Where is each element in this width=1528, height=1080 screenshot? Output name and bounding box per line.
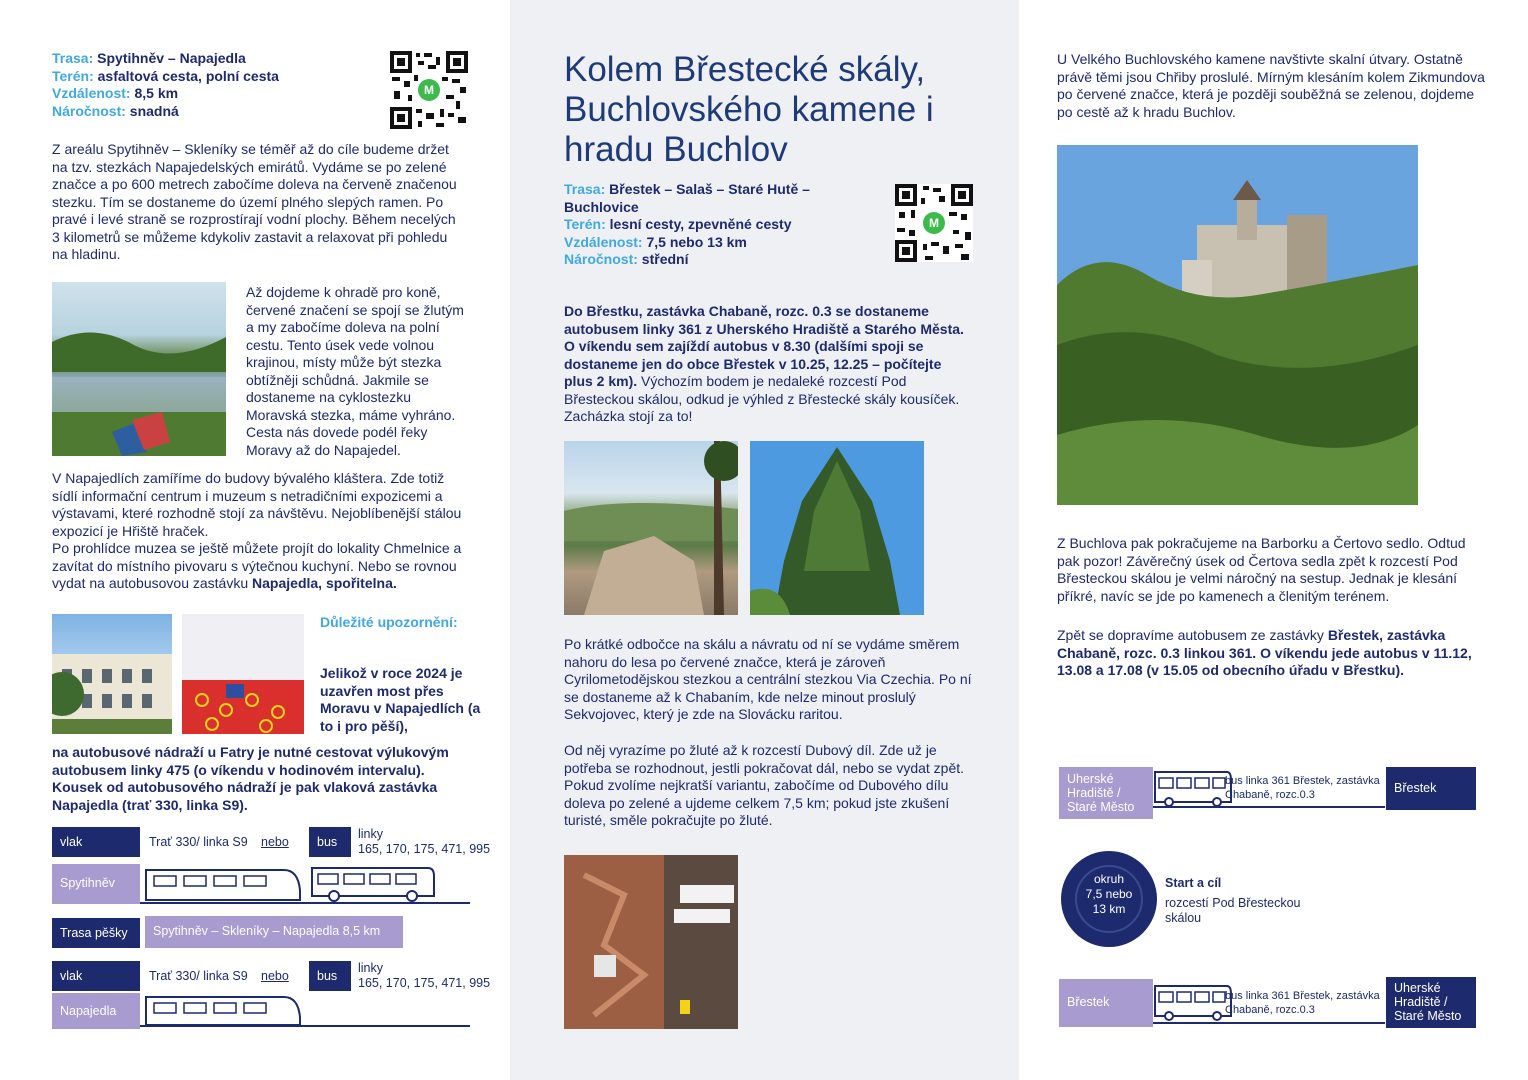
buchlov-castle-photo bbox=[1057, 145, 1418, 505]
route1-bus-info: bus linka 361 Břestek, zastávka Chabaně, rozc.0.3 bbox=[1225, 775, 1380, 801]
route1-line bbox=[1153, 806, 1385, 808]
sequoia-photo bbox=[750, 441, 924, 615]
route1-to: Břestek bbox=[1386, 767, 1476, 810]
start-finish-label: Start a cíl bbox=[1165, 876, 1222, 890]
column-middle bbox=[510, 0, 1019, 1080]
stop-spytihnev: Spytihněv bbox=[52, 864, 140, 904]
qr-logo-icon: M bbox=[418, 79, 440, 101]
route-info-block-2: Trasa: Břestek – Salaš – Staré Hutě – Buchlovice Terén: lesní cesty, zpevněné cesty Vzdálenost: 7,5 nebo 13 km Náročnost: střední bbox=[564, 181, 810, 267]
train-label-2: vlak bbox=[52, 961, 140, 991]
or-label: nebo bbox=[261, 835, 289, 849]
route2-line bbox=[1153, 1022, 1385, 1024]
bus-label-2: bus bbox=[309, 961, 351, 991]
view-from-rock-photo bbox=[564, 441, 738, 615]
stop-napajedla: Napajedla bbox=[52, 993, 140, 1029]
qr-logo-icon-2: M bbox=[923, 212, 945, 234]
route2-from: Břestek bbox=[1059, 979, 1153, 1027]
route-line bbox=[140, 902, 470, 904]
paragraph-return-bus: Zpět se dopravíme autobusem ze zastávky Břestek, zastávka Chabaně, rozc. 0.3 linkou 361. O víkendu jede autobus v 11.12, 13.08 a 17.08 (v 15.05 od obecního úřadu v Břestku). bbox=[1057, 627, 1472, 678]
bus-lines-2: linky 165, 170, 175, 471, 995 bbox=[358, 961, 491, 990]
or-label-2: nebo bbox=[261, 969, 289, 983]
train-icon bbox=[144, 864, 304, 904]
route2-to: Uherské Hradiště / Staré Město bbox=[1386, 977, 1476, 1028]
bus-lines: linky 165, 170, 175, 471, 995 bbox=[358, 827, 491, 856]
trail-sign-photo bbox=[564, 855, 738, 1029]
train-label: vlak bbox=[52, 827, 140, 857]
bus-icon bbox=[308, 864, 438, 904]
page-title: Kolem Břestecké skály, Buchlovského kamene i hradu Buchlov bbox=[564, 50, 934, 169]
qr-code[interactable] bbox=[390, 51, 468, 129]
toy-playground-photo bbox=[182, 614, 304, 734]
route-line-2 bbox=[140, 1025, 470, 1027]
bus-label: bus bbox=[309, 827, 351, 857]
warning-text: Jelikož v roce 2024 je uzavřen most přes Moravu v Napajedlích (a to i pro pěší), bbox=[320, 665, 481, 734]
paragraph-yellow-trail: Od něj vyrazíme po žluté až k rozcestí Dubový díl. Zde už je potřeba se rozhodnout, jestli pokračovat dál, nebo se vydat zpět. Pokud zvolíme nejkratší variantu, zabočíme od Dubového dílu doleva po zelené a ujdeme celkem 7,5 km; pokud jste zkušení turisté, směle pokračujte po žluté. bbox=[564, 742, 965, 828]
start-finish-place: rozcestí Pod Břesteckou skálou bbox=[1165, 896, 1301, 925]
paragraph-museum: Po prohlídce muzea se ještě můžete projít do lokality Chmelnice a zavítat do místního pivovaru s výtečnou kuchyní. Nebo se rovnou vydat na autobusovou zastávku Napajedla, spořitelna. bbox=[52, 540, 462, 591]
route2-bus-info: bus linka 361 Břestek, zastávka Chabaně, rozc.0.3 bbox=[1225, 990, 1380, 1016]
paragraph-napajedla: V Napajedlích zamíříme do budovy bývalého kláštera. Zde totiž sídlí informační centrum i muzeum s netradičními expozicemi a výstavami, které rozhodně stojí za návštěvu. Nejoblíbenější stálou expozicí je Hřiště hraček. bbox=[52, 470, 462, 539]
warning-title: Důležité upozornění: bbox=[320, 614, 458, 630]
bus-icon-4 bbox=[1153, 982, 1233, 1024]
bus-icon-3 bbox=[1153, 768, 1233, 810]
column-right bbox=[1019, 0, 1528, 1080]
paragraph-red-trail: Po krátké odbočce na skálu a návratu od ní se vydáme směrem nahoru do lesa po červené značce, která je zároveň Cyrilometodějskou stezkou a centrální stezkou Via Czechia. Po ní se dostaneme až k Chabaním, kde nelze minout proslulý Sekvojovec, který je zde na Slovácku raritou. bbox=[564, 636, 972, 722]
loop-circle: okruh 7,5 nebo 13 km bbox=[1061, 851, 1157, 947]
column-left bbox=[0, 0, 510, 1080]
walk-route: Spytihněv – Skleníky – Napajedla 8,5 km bbox=[145, 916, 403, 948]
warning-continuation: na autobusové nádraží u Fatry je nutné cestovat výlukovým autobusem linky 475 (o víkendu v hodinovém intervalu). Kousek od autobusového nádraží je pak vlaková zastávka Napajedla (trať 330, linka S9). bbox=[52, 744, 449, 813]
route1-from: Uherské Hradiště / Staré Město bbox=[1059, 767, 1153, 819]
qr-code-2[interactable] bbox=[895, 184, 973, 262]
paragraph-rock-formations: U Velkého Buchlovského kamene navštivte skalní útvary. Ostatně právě těmi jsou Chřiby proslulé. Mírným klesáním kolem Zikmundova po červené značce, která je později souběžná se zelenou, dojdeme po cestě až k hradu Buchlov. bbox=[1057, 51, 1485, 120]
route-info-block: Trasa: Spytihněv – Napajedla Terén: asfaltová cesta, polní cesta Vzdálenost: 8,5 km Náročnost: snadná bbox=[52, 50, 279, 119]
train-line-2: Trať 330/ linka S9 bbox=[149, 969, 248, 983]
paragraph-bus-arrival: Do Břestku, zastávka Chabaně, rozc. 0.3 se dostaneme autobusem linky 361 z Uherského Hradiště a Starého Města. O víkendu sem zajíždí autobus v 8.30 (dalšími spoji se dostaneme jen do obce Břestek v 10.25, 12.25 – počítejte plus 2 km). Výchozím bodem je nedaleké rozcestí Pod Břesteckou skálou, odkud je výhled z Břestecké skály kousíček. Zacházka stojí za to! bbox=[564, 303, 964, 424]
walk-label: Trasa pěšky bbox=[52, 918, 140, 948]
paragraph-field-path: Až dojdeme k ohradě pro koně, červené značení se spojí se žlutým a my zabočíme doleva na polní cestu. Tento úsek vede volnou krajinou, místy může být stezka obtížněji schůdná. Jakmile se dostaneme na cyklostezku Moravská stezka, máme vyhráno. Cesta nás dovede podél řeky Moravy až do Napajedel. bbox=[246, 284, 464, 458]
train-line: Trať 330/ linka S9 bbox=[149, 835, 248, 849]
lake-photo bbox=[52, 282, 226, 456]
paragraph-intro: Z areálu Spytihněv – Skleníky se téměř až do cíle budeme držet na tzv. stezkách Napajedelských emirátů. Vydáme se po zelené značce a po 600 metrech zabočíme doleva na červeně značenou stezku. Tím se dostaneme do území plného slepých ramen. Po pravé i levé straně se rozprostírají vodní plochy. Během necelých 3 kilometrů se můžeme kdykoliv zastavit a relaxovat při pohledu na hladinu. bbox=[52, 141, 457, 262]
monastery-photo bbox=[52, 614, 172, 734]
paragraph-barborka: Z Buchlova pak pokračujeme na Barborku a Čertovo sedlo. Odtud pak pozor! Závěrečný úsek od Čertova sedla zpět k rozcestí Pod Břesteckou skálou je velmi náročný na sestup. Jednak je klesání příkré, navíc se jde po kamenech a členitým terénem. bbox=[1057, 535, 1466, 604]
